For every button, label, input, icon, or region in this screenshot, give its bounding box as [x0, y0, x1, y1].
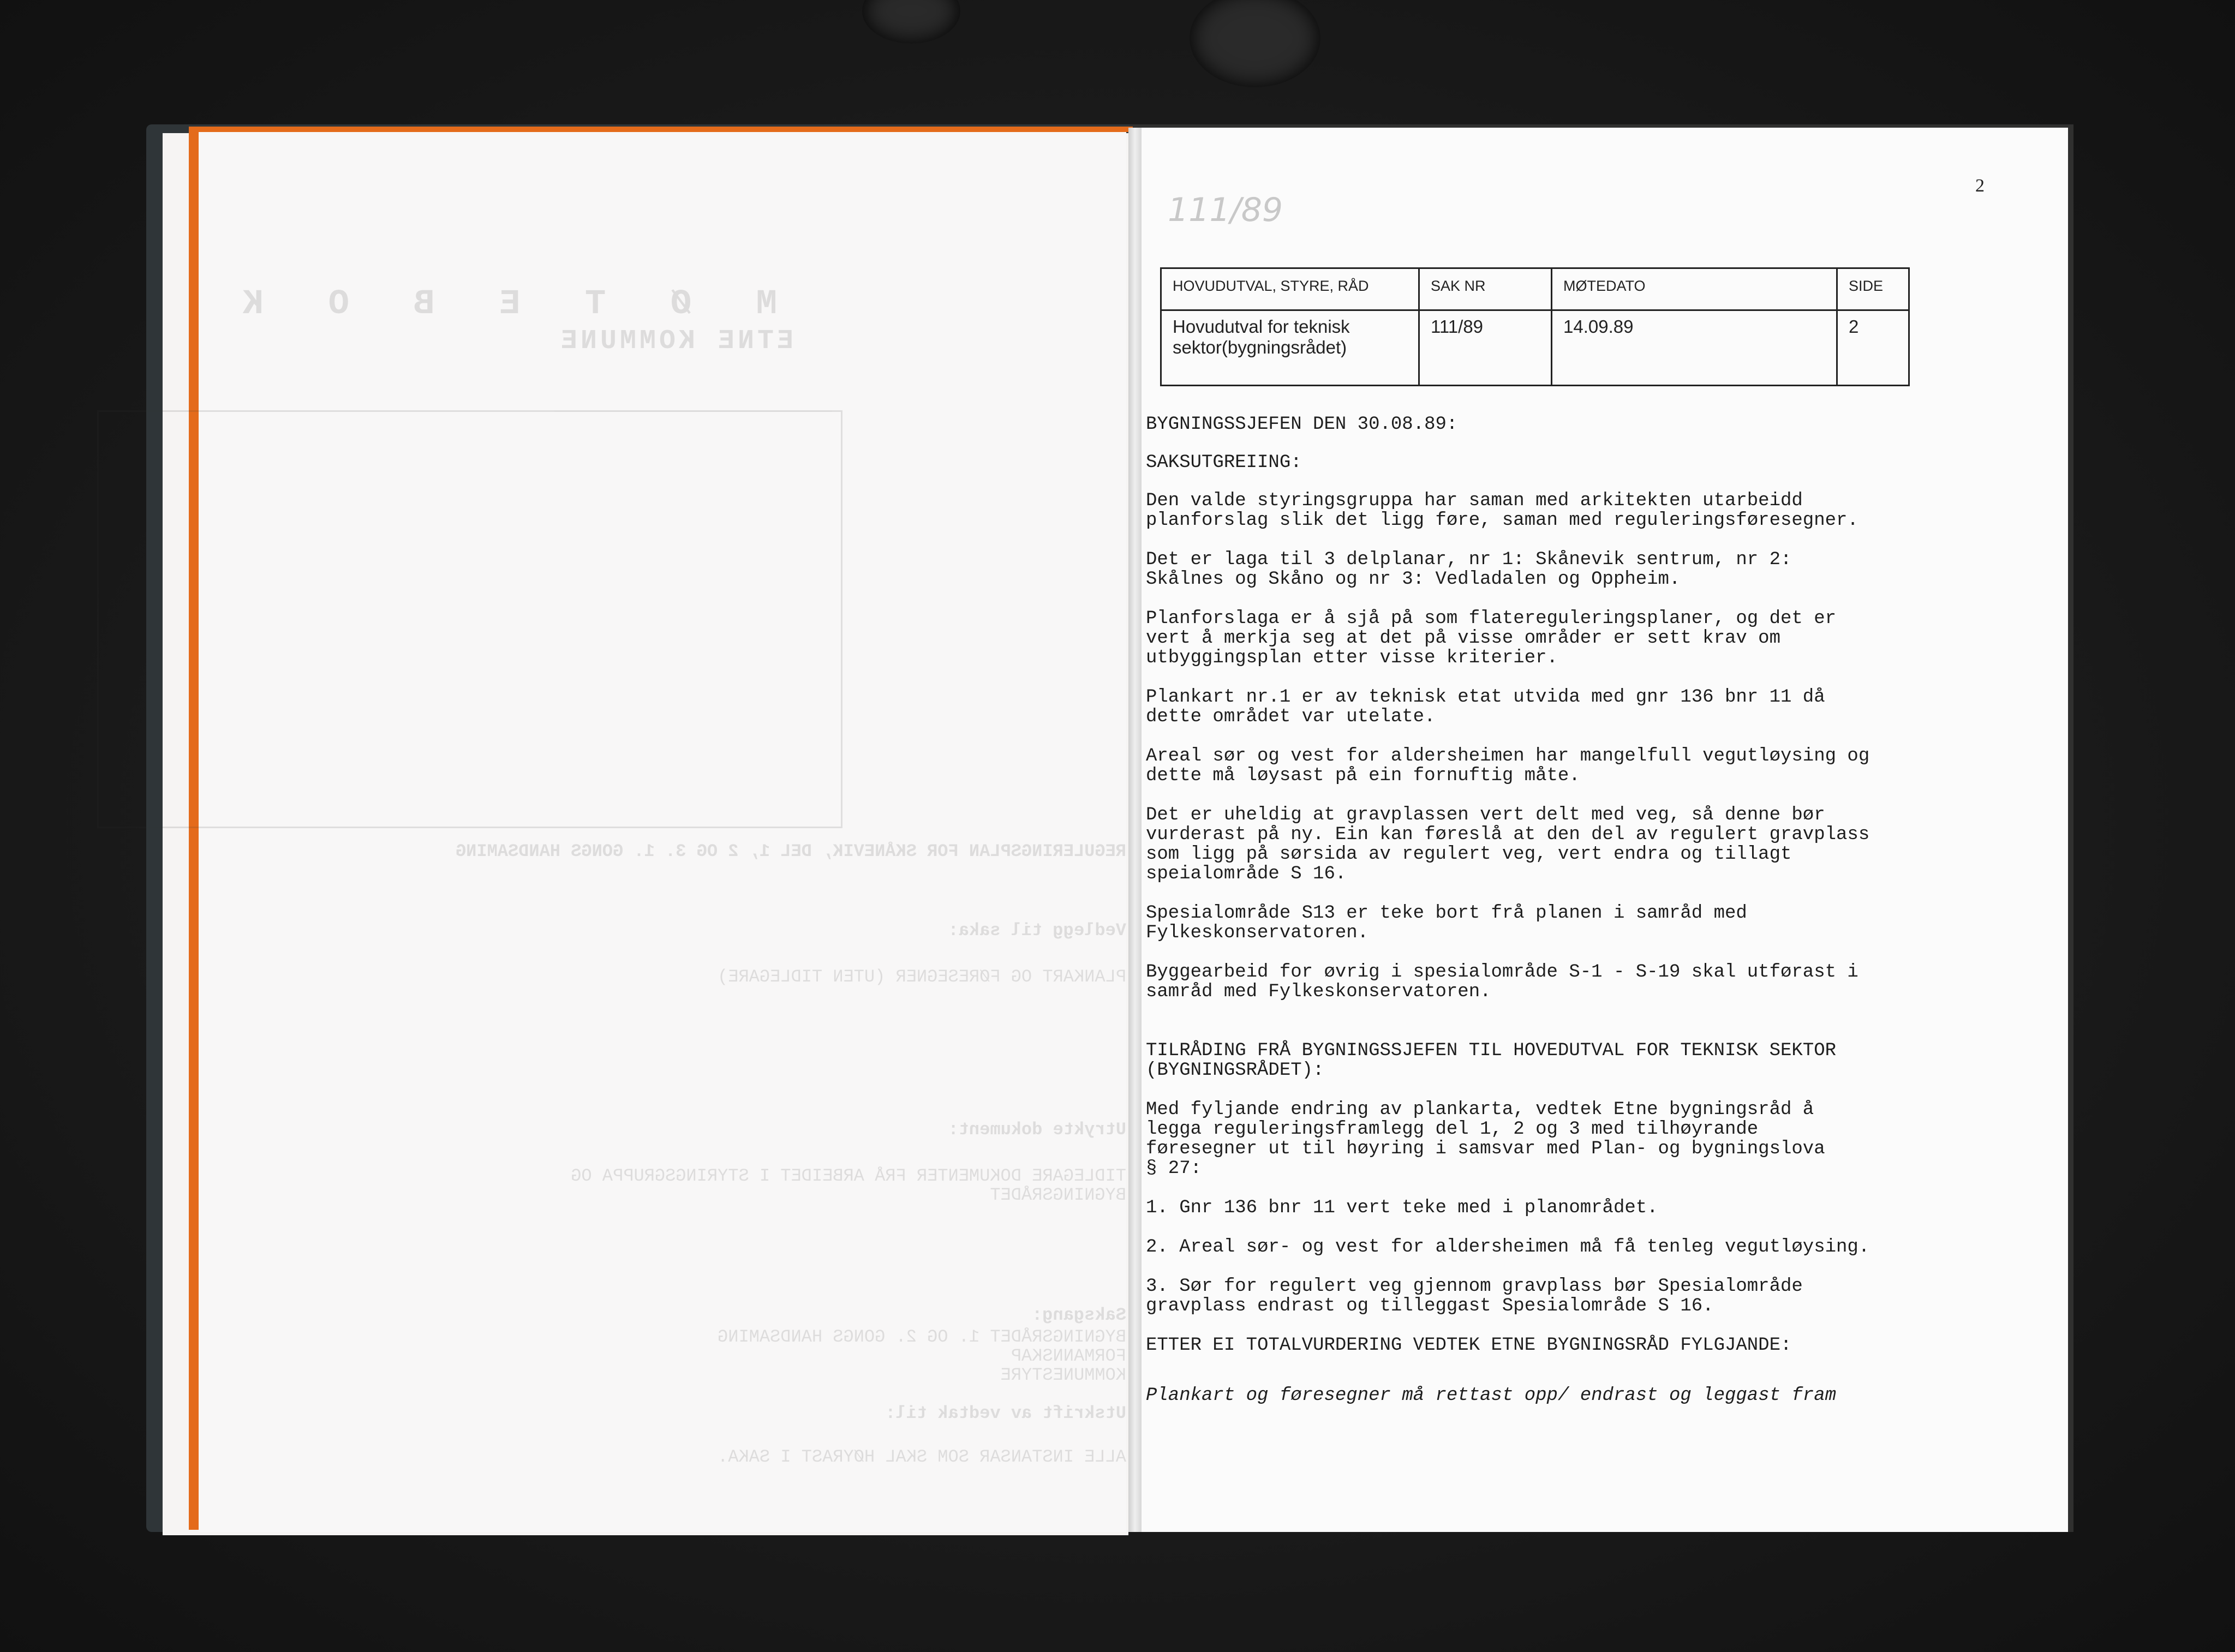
value-motedato: 14.09.89 — [1552, 310, 1837, 386]
header-col-side: SIDE — [1837, 268, 1909, 310]
ghost-line: BYGNINGSRÅDET 1. OG 2. GONGS HANDSAMING — [718, 1327, 1126, 1347]
value-sak-nr: 111/89 — [1419, 310, 1552, 386]
heading-saksutgreiing: SAKSUTGREIING: — [1146, 452, 1302, 473]
heading-vedtak: ETTER EI TOTALVURDERING VEDTEK ETNE BYGNINGSRÅD FYLGJANDE: — [1146, 1335, 1792, 1356]
paragraph: Areal sør og vest for aldersheimen har mangelfull vegutløysing og dette må løysast på ein fornuftig måte. — [1146, 746, 1870, 786]
paragraph: Det er uheldig at gravplassen vert delt med veg, så denne bør vurderast på ny. Ein kan føreslå at den del av regulert gravplass som ligg på sørsida av regulert veg, vert endra og tillagt speialområde S 16. — [1146, 805, 1870, 884]
paragraph: Med fyljande endring av plankarta, vedtek Etne bygningsråd å legga reguleringsframlegg del 1, 2 og 3 med tilhøyrande føresegner ut til høyring i samsvar med Plan- og bygningslova § 27: — [1146, 1099, 1825, 1179]
heading-bygningssjefen: BYGNINGSSJEFEN DEN 30.08.89: — [1146, 414, 1458, 435]
list-item: 1. Gnr 136 bnr 11 vert teke med i planområdet. — [1146, 1198, 1658, 1218]
handwritten-mark: 111/89 — [1168, 191, 1283, 229]
paragraph: Plankart nr.1 er av teknisk etat utvida med gnr 136 bnr 11 då dette området var utelate. — [1146, 687, 1825, 727]
ghost-line: PLANKART OG FØRESEGNER (UTEN TIDLEGARE) — [718, 967, 1126, 987]
ghost-line: KOMMUNESTYRE — [1000, 1365, 1126, 1385]
ghost-line: Vedlegg til saka: — [948, 920, 1126, 941]
ghost-header-box — [97, 410, 842, 828]
paragraph: Det er laga til 3 delplanar, nr 1: Skånevik sentrum, nr 2: Skålnes og Skåno og nr 3: Vedladalen og Oppheim. — [1146, 549, 1792, 590]
ghost-title: M Ø T E B O K — [220, 285, 777, 324]
list-item: 3. Sør for regulert veg gjennom gravplass bør Spesialområde gravplass endrast og tilleggast Spesialområde S 16. — [1146, 1276, 1803, 1316]
ghost-line: REGULERINGSPLAN FOR SKÅNEVIK, DEL 1, 2 OG 3. 1. GONGS HANDSAMING — [456, 841, 1126, 861]
paragraph: Den valde styringsgruppa har saman med arkitekten utarbeidd planforslag slik det ligg føre, saman med reguleringsføresegner. — [1146, 490, 1858, 531]
ghost-line: Saksgang: — [1032, 1305, 1126, 1325]
document-body — [1146, 415, 2019, 1425]
ghost-line: TIDLEGARE DOKUMENTER FRÅ ARBEIDET I STYRINGSGRUPPA OG — [571, 1166, 1126, 1186]
ghost-line: Utrykte dokument: — [948, 1120, 1126, 1140]
orange-page-edge — [189, 128, 199, 1530]
ghost-line: BYGNINGSRÅDET — [990, 1185, 1126, 1205]
paragraph: Planforslaga er å sjå på som flatereguleringsplaner, og det er vert å merkja seg at det på visse områder er sett krav om utbyggingsplan etter visse kriterier. — [1146, 608, 1837, 668]
orange-page-edge-top — [189, 127, 1133, 132]
header-table — [1160, 267, 1910, 386]
value-hovudutval: Hovudutval for teknisk sektor(bygningsrådet) — [1161, 310, 1419, 386]
heading-tilraading: TILRÅDING FRÅ BYGNINGSSJEFEN TIL HOVEDUTVAL FOR TEKNISK SEKTOR (BYGNINGSRÅDET): — [1146, 1040, 1837, 1081]
ghost-subtitle: ETNE KOMMUNE — [557, 326, 793, 357]
left-page-bleedthrough — [199, 132, 1126, 1532]
header-col-hovudutval: HOVUDUTVAL, STYRE, RÅD — [1161, 268, 1419, 310]
book-spine — [1128, 128, 1142, 1532]
paragraph: Spesialområde S13 er teke bort frå planen i samråd med Fylkeskonservatoren. — [1146, 903, 1747, 943]
value-side: 2 — [1837, 310, 1909, 386]
ghost-line: Utskrift av vedtak til: — [885, 1403, 1126, 1423]
page-number: 2 — [1975, 176, 1985, 196]
vedtak-text: Plankart og føresegner må rettast opp/ endrast og leggast fram — [1146, 1385, 1837, 1406]
header-col-motedato: MØTEDATO — [1552, 268, 1837, 310]
paragraph: Byggearbeid for øvrig i spesialområde S-1 - S-19 skal utførast i samråd med Fylkeskonservatoren. — [1146, 962, 1858, 1002]
ghost-line: ALLE INSTANSAR SOM SKAL HØYRAST I SAKA. — [718, 1447, 1126, 1467]
header-col-sak-nr: SAK NR — [1419, 268, 1552, 310]
ghost-line: FORMANNSKAP — [1011, 1346, 1126, 1366]
list-item: 2. Areal sør- og vest for aldersheimen må få tenleg vegutløysing. — [1146, 1237, 1870, 1258]
